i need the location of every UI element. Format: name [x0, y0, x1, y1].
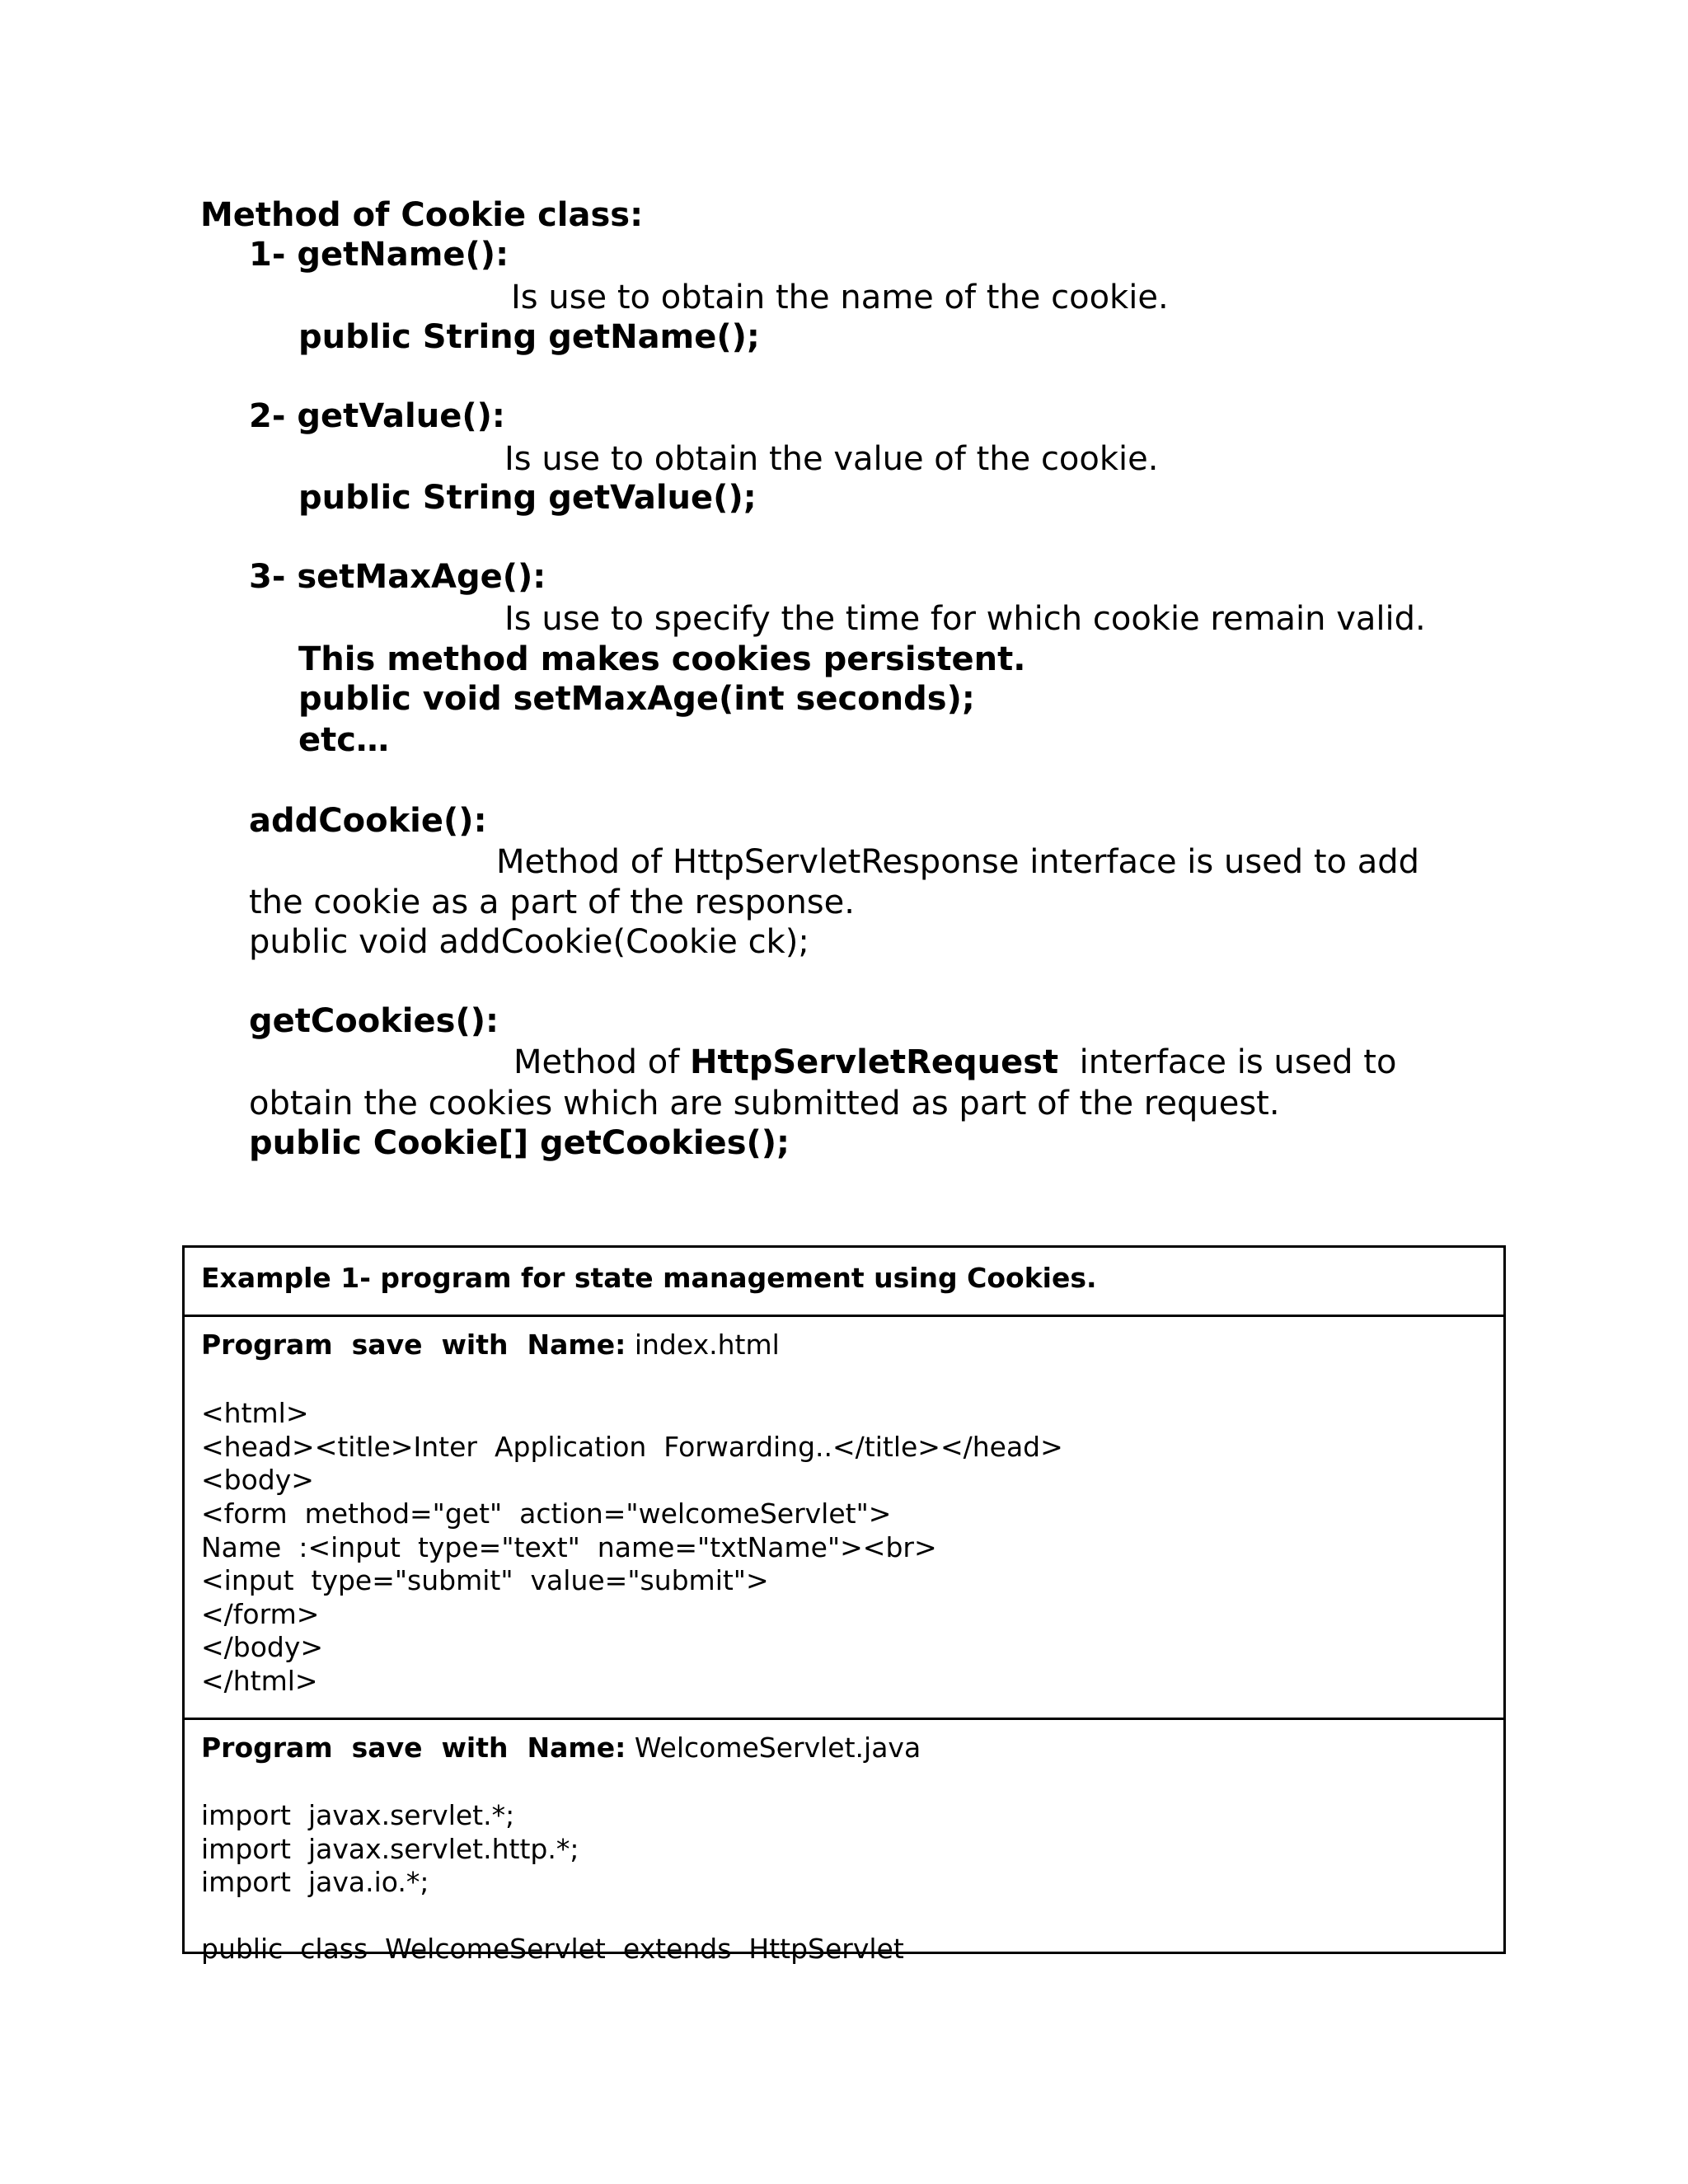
getcookies-description-bold: HttpServletRequest [690, 1043, 1059, 1081]
method-etc: etc… [298, 721, 389, 759]
getcookies-description-line1 [513, 1043, 1396, 1082]
method-signature-getname: public String getName(); [298, 318, 760, 356]
program1-code-line: </html> [201, 1665, 318, 1697]
method-title-setmaxage: 3- setMaxAge(): [249, 558, 546, 596]
program1-filename: index.html [634, 1329, 780, 1361]
method-signature-setmaxage: public void setMaxAge(int seconds); [298, 680, 975, 718]
getcookies-description-post: interface is used to [1058, 1043, 1397, 1081]
program1-code-line: </body> [201, 1631, 324, 1663]
program1-code-line: <input type="submit" value="submit"> [201, 1564, 769, 1596]
program1-label-line [201, 1329, 780, 1361]
section-heading: Method of Cookie class: [200, 196, 644, 234]
program1-code-line: <form method="get" action="welcomeServlet"> [201, 1497, 892, 1530]
example-program1-row [185, 1317, 1503, 1720]
program2-code-line: import java.io.*; [201, 1866, 429, 1898]
method-description-setmaxage: Is use to specify the time for which cookie remain valid. [504, 600, 1426, 638]
program1-code-line: <head><title>Inter Application Forwarding..</title></head> [201, 1431, 1063, 1463]
method-note-setmaxage: This method makes cookies persistent. [298, 640, 1026, 678]
getcookies-description-line2: obtain the cookies which are submitted as part of the request. [249, 1085, 1280, 1122]
program1-code-line: Name :<input type="text" name="txtName"><br> [201, 1531, 937, 1563]
program2-code-line: import javax.servlet.http.*; [201, 1833, 579, 1865]
method-signature-getvalue: public String getValue(); [298, 479, 757, 517]
addcookie-title: addCookie(): [249, 802, 487, 840]
method-description-getvalue: Is use to obtain the value of the cookie. [504, 440, 1159, 478]
getcookies-description-pre: Method of [513, 1043, 691, 1081]
getcookies-title: getCookies(): [249, 1002, 499, 1040]
program1-code-line: <body> [201, 1464, 314, 1496]
program1-label: Program save with Name: [201, 1329, 626, 1361]
example-table [182, 1245, 1506, 1965]
example-title-row [185, 1248, 1503, 1317]
addcookie-description-line2: the cookie as a part of the response. [249, 883, 855, 921]
addcookie-signature: public void addCookie(Cookie ck); [249, 923, 809, 961]
program1-code-line: </form> [201, 1598, 320, 1630]
getcookies-signature: public Cookie[] getCookies(); [249, 1124, 790, 1162]
program2-filename: WelcomeServlet.java [634, 1732, 921, 1764]
program2-code-line: public class WelcomeServlet extends HttpServlet [201, 1933, 904, 1965]
example-title: Example 1- program for state management using Cookies. [201, 1262, 1097, 1294]
program1-code-line: <html> [201, 1397, 309, 1429]
program2-label: Program save with Name: [201, 1732, 626, 1764]
program2-label-line [201, 1732, 921, 1765]
example-program2-row [185, 1720, 1503, 1965]
method-title-getname: 1- getName(): [249, 236, 509, 274]
program2-code-line: import javax.servlet.*; [201, 1799, 515, 1831]
method-description-getname: Is use to obtain the name of the cookie. [511, 279, 1169, 316]
addcookie-description-line1: Method of HttpServletResponse interface is used to add [496, 843, 1420, 881]
method-title-getvalue: 2- getValue(): [249, 397, 505, 435]
